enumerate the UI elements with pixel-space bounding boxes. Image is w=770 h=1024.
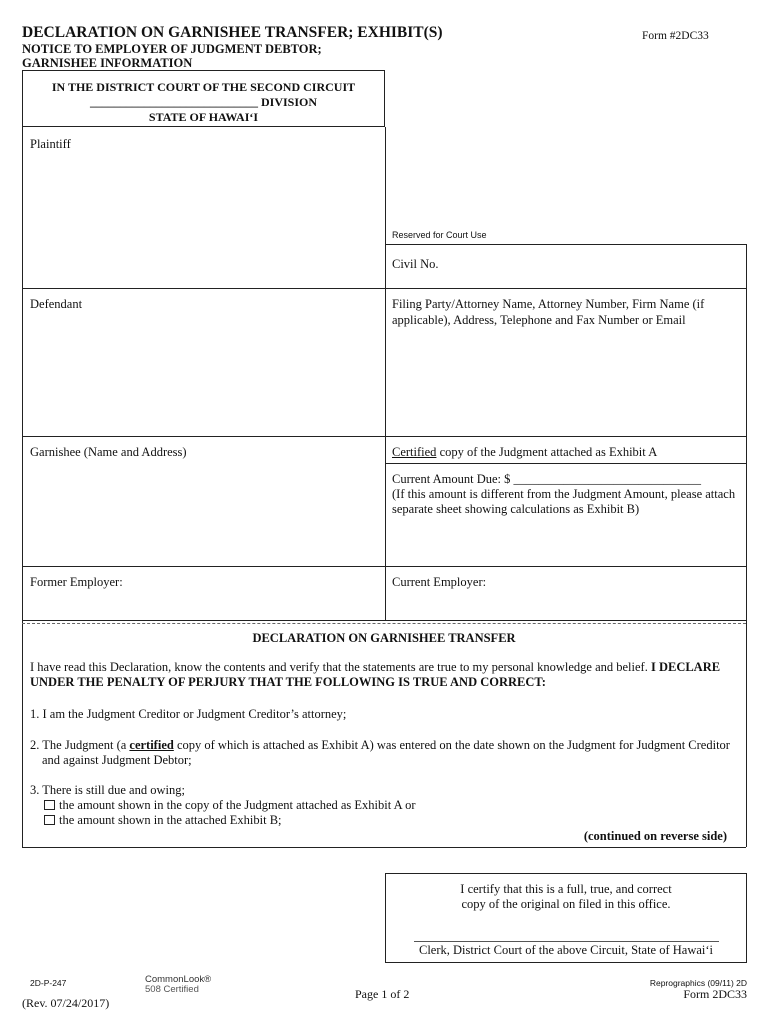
current-employer-label: Current Employer: bbox=[392, 575, 487, 589]
amount-due-note: (If this amount is different from the Judgment Amount, please attach separate sheet showing calculations as Exhibit B) bbox=[392, 487, 736, 516]
certification-line-1: I certify that this is a full, true, and correct bbox=[460, 882, 672, 896]
option-exhibit-a[interactable] bbox=[44, 798, 416, 813]
division-blank[interactable]: ____________________________ bbox=[89, 95, 258, 109]
declaration-item-1: 1. I am the Judgment Creditor or Judgment Creditor’s attorney; bbox=[30, 707, 347, 721]
form-title: DECLARATION ON GARNISHEE TRANSFER; EXHIBIT(S) bbox=[22, 24, 443, 41]
row-line-4 bbox=[22, 620, 746, 621]
civil-no-top-line bbox=[385, 244, 746, 245]
option-exhibit-b-label: the amount shown in the attached Exhibit B; bbox=[59, 813, 282, 827]
item-2-pre: 2. The Judgment (a bbox=[30, 738, 130, 752]
civil-no-label: Civil No. bbox=[392, 257, 439, 271]
commonlook-logo: CommonLook® bbox=[145, 974, 212, 985]
revision-date: (Rev. 07/24/2017) bbox=[22, 996, 110, 1010]
option-exhibit-b[interactable] bbox=[44, 813, 282, 828]
item-2-certified: certified bbox=[129, 738, 174, 752]
row-line-4-dashed bbox=[22, 623, 746, 624]
row-line-2 bbox=[22, 436, 746, 437]
court-division bbox=[22, 95, 385, 110]
row-line-3 bbox=[22, 566, 746, 567]
commonlook-508: 508 Certified bbox=[145, 984, 199, 995]
form-subtitle-1: NOTICE TO EMPLOYER OF JUDGMENT DEBTOR; bbox=[22, 42, 322, 56]
reprographics: Reprographics (09/11) 2D bbox=[649, 978, 747, 988]
row-line-1 bbox=[22, 288, 746, 289]
certification-line-2: copy of the original on filed in this office. bbox=[461, 897, 671, 911]
footer-form-number: Form 2DC33 bbox=[683, 987, 747, 1001]
bottom-border bbox=[22, 847, 746, 848]
former-employer-label: Former Employer: bbox=[30, 575, 123, 589]
continued-note: (continued on reverse side) bbox=[583, 829, 727, 843]
right-border bbox=[746, 244, 747, 847]
certified-line bbox=[385, 463, 746, 464]
form-number: Form #2DC33 bbox=[642, 30, 709, 42]
declaration-heading: DECLARATION ON GARNISHEE TRANSFER bbox=[252, 631, 516, 645]
plaintiff-label: Plaintiff bbox=[30, 137, 71, 151]
option-exhibit-a-label: the amount shown in the copy of the Judgment attached as Exhibit A or bbox=[59, 798, 416, 812]
court-state: STATE OF HAWAI‘I bbox=[148, 110, 259, 124]
checkbox-exhibit-a[interactable] bbox=[44, 800, 55, 810]
declaration-intro bbox=[30, 660, 740, 690]
form-code: 2D-P-247 bbox=[30, 978, 67, 988]
form-subtitle-2: GARNISHEE INFORMATION bbox=[22, 56, 193, 70]
declaration-perjury-text: I DECLARE UNDER THE PENALTY OF PERJURY THAT THE FOLLOWING IS TRUE AND CORRECT: bbox=[30, 660, 721, 689]
court-name: IN THE DISTRICT COURT OF THE SECOND CIRCUIT bbox=[51, 80, 356, 94]
clerk-label: Clerk, District Court of the above Circuit, State of Hawai‘i bbox=[418, 943, 714, 957]
declaration-item-2 bbox=[30, 738, 740, 753]
garnishee-label: Garnishee (Name and Address) bbox=[30, 445, 187, 459]
declaration-item-3: 3. There is still due and owing; bbox=[30, 783, 185, 797]
left-border bbox=[22, 127, 23, 847]
page-number: Page 1 of 2 bbox=[355, 987, 410, 1001]
division-label: DIVISION bbox=[260, 95, 317, 109]
defendant-label: Defendant bbox=[30, 297, 83, 311]
checkbox-exhibit-b[interactable] bbox=[44, 815, 55, 825]
reserved-label: Reserved for Court Use bbox=[392, 230, 487, 240]
item-2-post: copy of which is attached as Exhibit A) was entered on the date shown on the Judgment for Judgment Creditor bbox=[173, 738, 730, 752]
filing-party-label: Filing Party/Attorney Name, Attorney Number, Firm Name (if applicable), Address, Telephone and Fax Number or Email bbox=[392, 297, 705, 327]
declaration-item-2-line-2: and against Judgment Debtor; bbox=[42, 753, 192, 767]
clerk-signature-line[interactable] bbox=[414, 941, 719, 942]
certified-copy-text: copy of the Judgment attached as Exhibit A bbox=[436, 445, 658, 459]
certified-word: Certified bbox=[392, 445, 437, 459]
amount-due-field[interactable]: Current Amount Due: $ ______________________________ bbox=[392, 472, 702, 486]
declaration-intro-text: I have read this Declaration, know the contents and verify that the statements are true to my personal knowledge and belief. bbox=[30, 660, 651, 674]
center-divider bbox=[385, 127, 386, 620]
certified-copy-label bbox=[392, 445, 657, 460]
